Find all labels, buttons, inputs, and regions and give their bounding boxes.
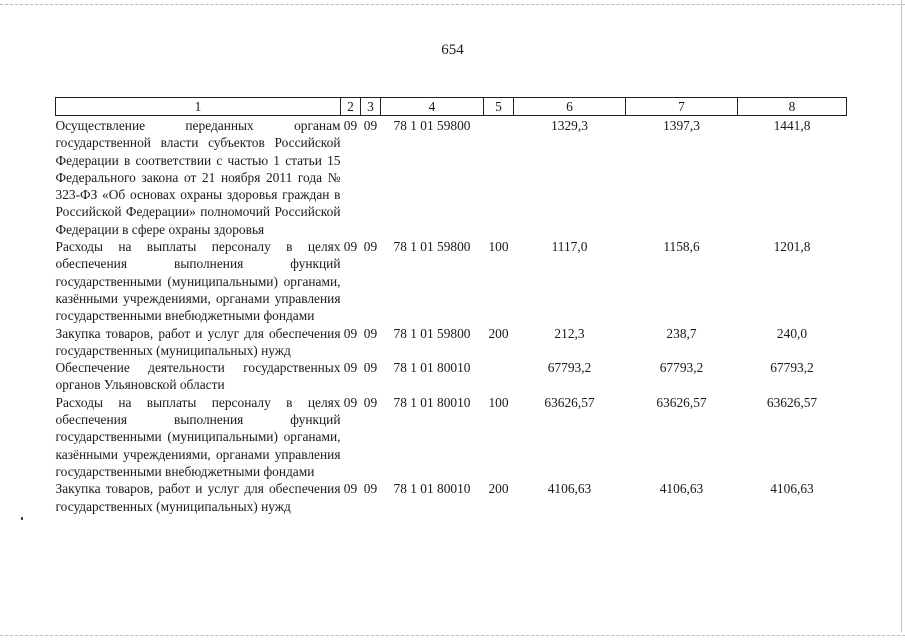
row-section: 09 — [343, 481, 358, 497]
column-header-3: 3 — [361, 98, 381, 116]
row-target-article: 78 1 01 59800 — [393, 239, 471, 255]
row-target-article: 78 1 01 59800 — [393, 325, 471, 341]
scan-speck — [21, 517, 23, 520]
row-subsection: 09 — [363, 118, 378, 133]
row-amount-6: 67793,2 — [547, 360, 592, 376]
budget-table — [55, 97, 847, 515]
row-expense-type: 100 — [488, 394, 509, 410]
row-target-article: 78 1 01 80010 — [393, 394, 471, 410]
row-amount-7: 1397,3 — [663, 118, 700, 133]
table-row — [56, 359, 847, 394]
row-description: Обеспечение деятельности государственных органов Ульяновской области — [55, 360, 341, 393]
row-expense-type: 100 — [488, 239, 509, 255]
column-header-7: 7 — [626, 98, 738, 116]
row-amount-8: 1441,8 — [773, 118, 811, 133]
row-section: 09 — [343, 325, 358, 341]
row-subsection: 09 — [363, 394, 378, 410]
column-header-4: 4 — [381, 98, 484, 116]
row-expense-type — [484, 116, 514, 239]
row-amount-7: 4106,63 — [659, 481, 704, 497]
row-amount-7: 63626,57 — [656, 394, 707, 410]
row-amount-7: 1158,6 — [663, 239, 700, 255]
row-subsection: 09 — [363, 481, 378, 497]
row-expense-type — [484, 359, 514, 394]
row-amount-8: 4106,63 — [770, 481, 814, 497]
row-description: Закупка товаров, работ и услуг для обеспечения государственных (муниципальных) нужд — [55, 481, 341, 514]
row-subsection: 09 — [363, 360, 378, 376]
row-target-article: 78 1 01 59800 — [393, 118, 471, 133]
row-amount-6: 63626,57 — [544, 394, 595, 410]
table-header-row — [56, 98, 847, 116]
table-row — [56, 116, 847, 239]
column-header-6: 6 — [514, 98, 626, 116]
scan-edge-bottom — [0, 635, 905, 636]
table-row — [56, 480, 847, 515]
scan-edge-right — [901, 0, 902, 632]
row-amount-6: 1117,0 — [551, 239, 588, 255]
row-amount-6: 4106,63 — [547, 481, 592, 497]
row-description: Расходы на выплаты персоналу в целях обеспечения выполнения функций государственными (муниципальными) органами, казёнными учреждениями, органами управления государственными внебюджетными фондами — [55, 239, 341, 324]
page-number: 654 — [441, 42, 464, 58]
row-amount-8: 63626,57 — [766, 394, 818, 410]
row-amount-7: 67793,2 — [659, 360, 704, 376]
row-target-article: 78 1 01 80010 — [393, 360, 471, 376]
row-amount-6: 1329,3 — [551, 118, 588, 133]
table-row — [56, 394, 847, 480]
row-expense-type: 200 — [488, 481, 509, 497]
table-row — [56, 238, 847, 324]
row-amount-8: 67793,2 — [770, 360, 814, 376]
column-header-8: 8 — [738, 98, 847, 116]
table-row — [56, 325, 847, 360]
row-section: 09 — [343, 394, 358, 410]
row-amount-8: 1201,8 — [773, 239, 811, 255]
column-header-2: 2 — [341, 98, 361, 116]
row-subsection: 09 — [363, 325, 378, 341]
row-description: Закупка товаров, работ и услуг для обеспечения государственных (муниципальных) нужд — [55, 325, 341, 358]
row-section: 09 — [343, 118, 358, 133]
row-amount-6: 212,3 — [554, 325, 585, 341]
row-section: 09 — [343, 360, 358, 376]
row-target-article: 78 1 01 80010 — [393, 481, 471, 497]
column-header-5: 5 — [484, 98, 514, 116]
row-section: 09 — [343, 239, 358, 255]
row-description: Расходы на выплаты персоналу в целях обеспечения выполнения функций государственными (муниципальными) органами, казёнными учреждениями, органами управления государственными внебюджетными фондами — [55, 394, 341, 479]
column-header-1: 1 — [56, 98, 341, 116]
row-amount-7: 238,7 — [666, 325, 697, 341]
row-description: Осуществление переданных органам государственной власти субъектов Российской Федерации в соответствии с частью 1 статьи 15 Федерального закона от 21 ноября 2011 года № 323-ФЗ «Об основах охраны здоровья граждан в Российской Федерации» полномочий Российской Федерации в сфере охраны здоровья — [55, 118, 341, 237]
row-amount-8: 240,0 — [776, 325, 808, 341]
scan-edge-top — [0, 4, 905, 5]
row-expense-type: 200 — [488, 325, 509, 341]
row-subsection: 09 — [363, 239, 378, 255]
